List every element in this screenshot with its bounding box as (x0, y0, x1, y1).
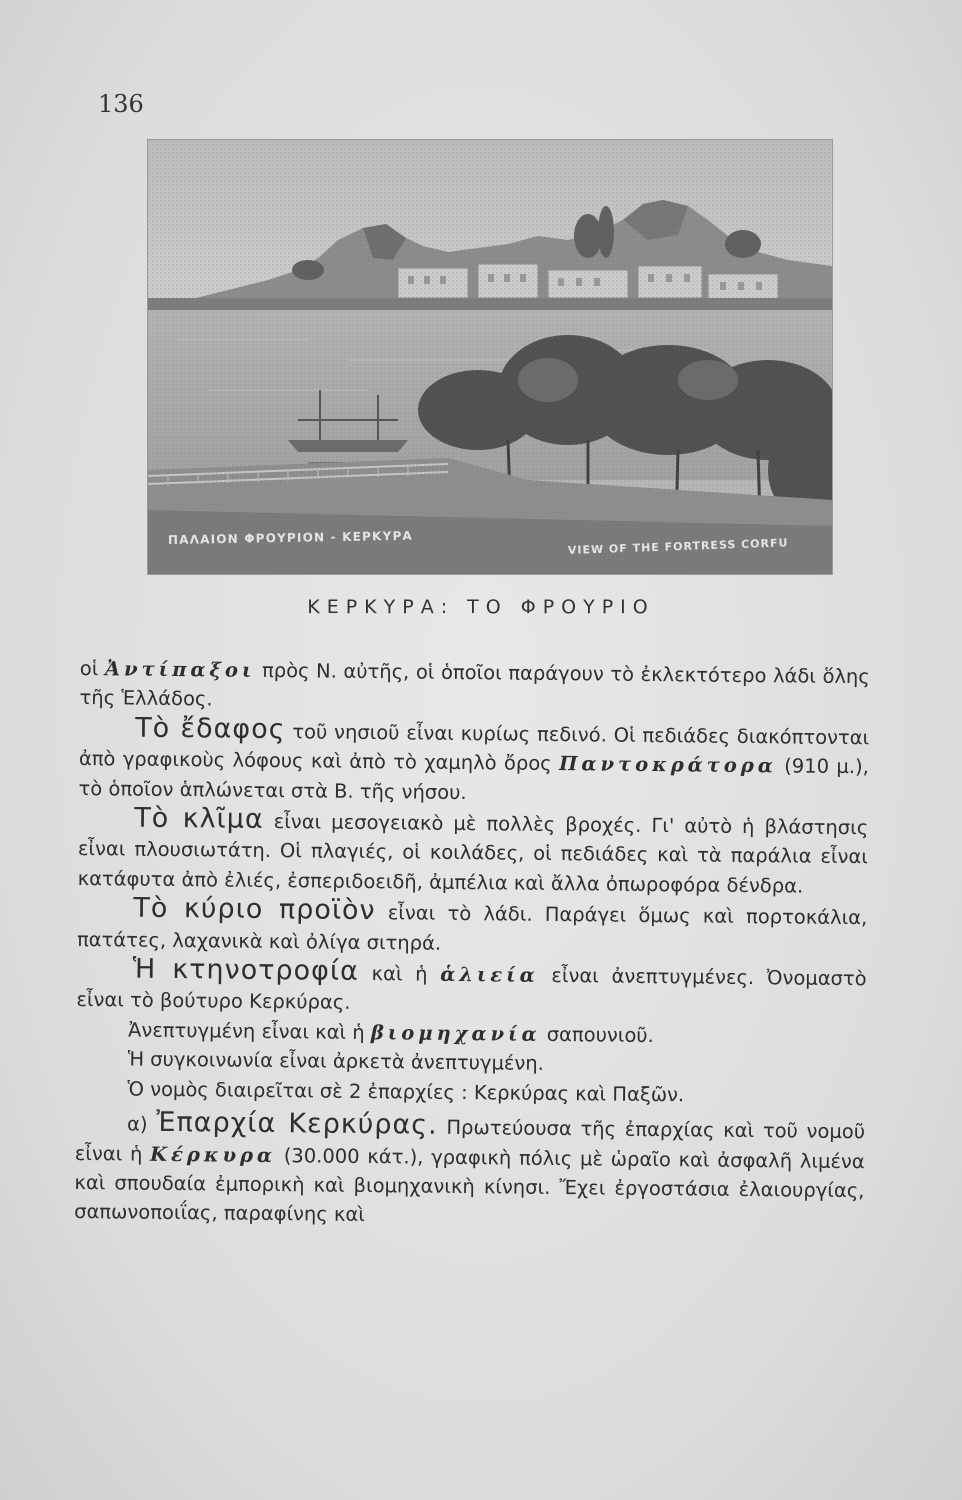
paragraph-transport: Ἡ συγκοινωνία εἶναι ἀρκετὰ ἀνεπτυγμένη. (127, 1047, 545, 1076)
heading-province-corfu: Ἐπαρχία Κερκύρας. (156, 1106, 438, 1141)
body-text (74, 654, 870, 1235)
paragraph-livestock: Ἡ κτηνοτροφία καὶ ἡ ἁλιεία εἶναι ἀνεπτυγμένες. Ὀνομαστὸ εἶναι τὸ βούτυρο Κερκύρας. (76, 953, 867, 1015)
photo-label-right: VIEW OF THE FORTRESS CORFU (567, 536, 789, 557)
heading-climate: Τὸ κλῖμα (134, 802, 264, 835)
spaced-word-pantokratora: Παντοκράτορα (558, 752, 777, 778)
paragraph-main-product: Τὸ κύριο προϊὸν εἶναι τὸ λάδι. Παράγει ὅμως καὶ πορτοκάλια, πατάτες, λαχανικὰ καὶ ὀλίγα σιτηρά. (76, 892, 868, 955)
paragraph-industry: Ἀνεπτυγμένη εἶναι καὶ ἡ βιομηχανία σαπουνιοῦ. (127, 1018, 654, 1047)
paragraph-terrain: Τὸ ἔδαφος τοῦ νησιοῦ εἶναι κυρίως πεδινό. Οἱ πεδιάδες διακόπτονται ἀπὸ γραφικοὺς λόφους καὶ ἀπὸ τὸ χαμηλὸ ὄρος Παντοκράτορα (910 μ.), τὸ ὁποῖον ἁπλώνεται στὰ Β. τῆς νήσου. (78, 712, 870, 804)
paragraph-prefecture: Ὁ νομὸς διαιρεῖται σὲ 2 ἐπαρχίες : Κερκύρας καὶ Παξῶν. (127, 1077, 685, 1107)
spaced-word-antipaxoi: Ἀντίπαξοι (104, 657, 256, 682)
paragraph-province-corfu: α) Ἐπαρχία Κερκύρας. Πρωτεύουσα τῆς ἐπαρχίας καὶ τοῦ νομοῦ εἶναι ἡ Κέρκυρα (30.000 κάτ.), γραφικὴ πόλις μὲ ὡραῖο καὶ ἀσφαλῆ λιμένα καὶ σπουδαία ἐμπορικὴ καὶ βιομηχανικὴ κίνησι. Ἔχει ἐργοστάσια ἐλαιουργίας, σαπωνοποιΐας, παραφίνης καὶ (74, 1106, 866, 1227)
heading-terrain: Τὸ ἔδαφος (135, 712, 286, 745)
heading-livestock: Ἡ κτηνοτροφία (132, 953, 360, 987)
page-number: 136 (98, 90, 144, 118)
paragraph-antipaxoi: οἱ Ἀντίπαξοι πρὸς Ν. αὐτῆς, οἱ ὁποῖοι παράγουν τὸ ἐκλεκτότερο λάδι ὅλης τῆς Ἑλλάδος. (79, 656, 870, 711)
fortress-photograph (148, 140, 832, 574)
photo-label-left: ΠΑΛΑΙΟΝ ΦΡΟΥΡΙΟΝ - ΚΕΡΚΥΡΑ (167, 528, 414, 547)
spaced-word-fishing: ἁλιεία (440, 962, 539, 987)
spaced-word-kerkyra: Κέρκυρα (150, 1142, 277, 1167)
paragraph-climate: Τὸ κλῖμα εἶναι μεσογειακὸ μὲ πολλὲς βροχές. Γι' αὐτὸ ἡ βλάστησις εἶναι πλουσιωτάτη. Οἱ πλαγιές, οἱ κοιλάδες, οἱ πεδιάδες καὶ τὰ παράλια εἶναι κατάφυτα ἀπὸ ἐλιές, ἐσπεριδοειδῆ, ἀμπέλια καὶ ἄλλα ὀπωροφόρα δένδρα. (77, 802, 869, 898)
spaced-word-industry: βιομηχανία (370, 1020, 541, 1046)
fortress-photo-drawing (148, 140, 832, 574)
figure-caption: ΚΕΡΚΥΡΑ: ΤΟ ΦΡΟΥΡΙΟ (307, 596, 655, 618)
heading-main-product: Τὸ κύριο προϊὸν (133, 892, 376, 927)
